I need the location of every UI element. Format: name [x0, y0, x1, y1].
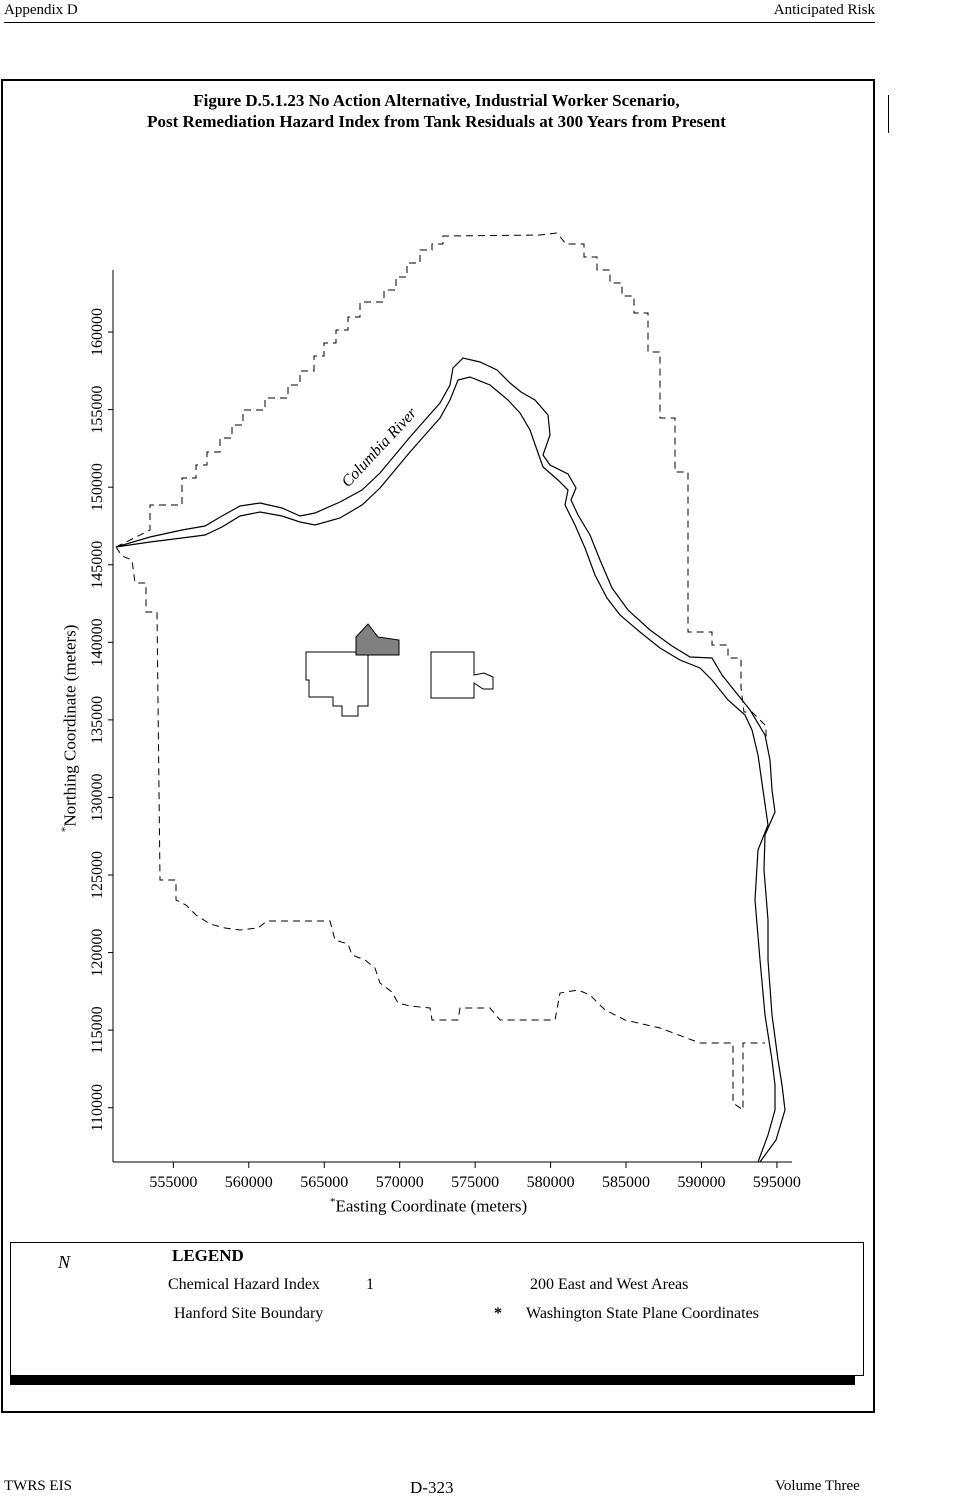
legend-coordinates-label: Washington State Plane Coordinates	[526, 1305, 759, 1322]
legend-shadow-bottom	[10, 1375, 855, 1385]
x-tick-label: 565000	[300, 1174, 349, 1191]
y-tick-label: 140000	[89, 618, 106, 667]
y-tick-label: 160000	[89, 308, 106, 357]
header-section-label: Appendix D	[4, 2, 78, 18]
x-tick-label: 560000	[224, 1174, 273, 1191]
footer-volume: Volume Three	[775, 1478, 860, 1494]
hanford-site-boundary	[116, 233, 766, 1110]
y-tick-label: 125000	[89, 851, 106, 900]
x-tick-label: 580000	[526, 1174, 575, 1191]
legend-areas-label: 200 East and West Areas	[530, 1276, 689, 1293]
legend-hazard-value: 1	[366, 1276, 374, 1293]
x-axis-title-marker: *	[330, 1196, 336, 1208]
river-label: Columbia River	[338, 404, 421, 491]
area-200-west	[306, 652, 368, 716]
y-tick-label: 120000	[89, 928, 106, 977]
x-tick-label: 555000	[149, 1174, 198, 1191]
x-tick-label: 585000	[602, 1174, 651, 1191]
y-tick-label: 110000	[89, 1084, 106, 1132]
legend-coordinates-marker: *	[494, 1305, 502, 1322]
x-axis-title-text: Easting Coordinate (meters)	[335, 1196, 528, 1216]
legend-title: LEGEND	[172, 1246, 244, 1265]
footer-document-name: TWRS EIS	[4, 1478, 72, 1494]
legend-boundary-label: Hanford Site Boundary	[174, 1305, 324, 1322]
y-tick-label: 145000	[89, 540, 106, 589]
footer-page-number: D-323	[410, 1478, 454, 1497]
figure-title-line2: Post Remediation Hazard Index from Tank Residuals at 300 Years from Present	[147, 112, 726, 131]
y-axis-title-marker: *	[59, 826, 72, 833]
chemical-hazard-contour	[356, 624, 399, 655]
legend-hazard-label: Chemical Hazard Index	[168, 1276, 320, 1293]
x-tick-label: 575000	[451, 1174, 500, 1191]
y-tick-label: 150000	[89, 463, 106, 512]
x-tick-label: 590000	[677, 1174, 726, 1191]
y-tick-label: 155000	[89, 385, 106, 434]
columbia-river-south-bank	[116, 377, 775, 1162]
y-axis-title	[60, 598, 81, 858]
x-axis-ticks	[149, 1162, 801, 1191]
y-tick-label: 115000	[89, 1006, 106, 1054]
figure-title-line1: Figure D.5.1.23 No Action Alternative, Industrial Worker Scenario,	[193, 91, 680, 110]
y-tick-label: 130000	[89, 773, 106, 822]
header-topic-label: Anticipated Risk	[773, 2, 875, 18]
x-tick-label: 595000	[752, 1174, 801, 1191]
y-axis-title-text: Northing Coordinate (meters)	[60, 624, 80, 827]
x-axis-title	[330, 1196, 527, 1217]
columbia-river-north-bank	[116, 358, 785, 1162]
y-axis-ticks	[89, 308, 113, 1131]
area-200-east	[431, 652, 493, 698]
north-label: N	[58, 1252, 71, 1272]
y-tick-label: 135000	[89, 695, 106, 744]
x-tick-label: 570000	[375, 1174, 424, 1191]
